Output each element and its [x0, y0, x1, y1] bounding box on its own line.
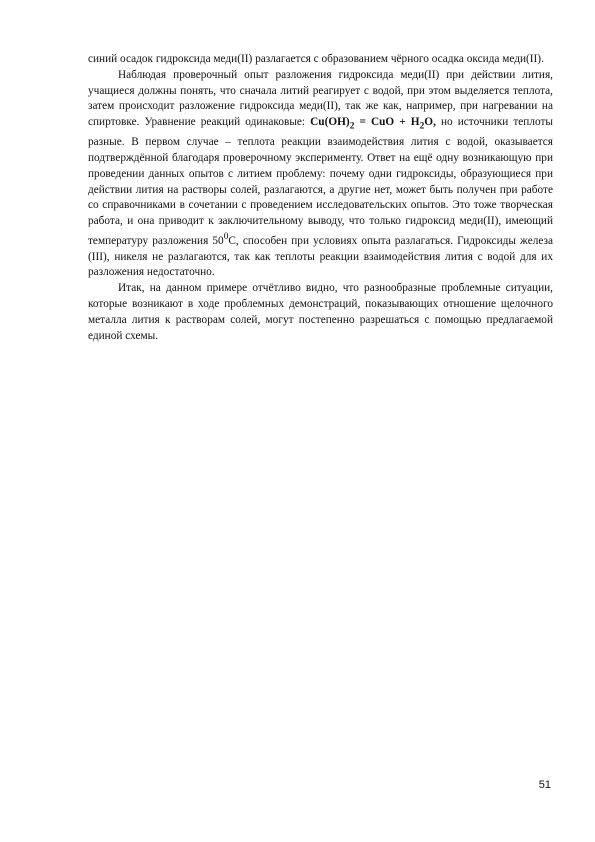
body-text	[88, 52, 553, 344]
equation-part: Cu(OH)	[310, 116, 350, 129]
paragraph-verification-experiment	[88, 68, 553, 281]
paragraph-continuation	[88, 52, 553, 68]
paragraph-text: С, способен при условиях опыта разлагаться. Гидроксиды железа (III), никеля не разлагаются, так как теплоты реакции взаимодействия лития с водой для их разложения недостаточно.	[88, 234, 553, 279]
equation-part: = CuO + H	[354, 116, 420, 129]
page-number: 51	[538, 779, 551, 791]
paragraph-text: Итак, на данном примере отчётливо видно, что разнообразные проблемные ситуации, которые возникают в ходе проблемных демонстраций, показывающих отношение щелочного металла лития к растворам солей, могут постепенно разрешаться с помощью предлагаемой единой схемы.	[88, 282, 553, 342]
equation-part: O,	[424, 116, 436, 129]
paragraph-text: синий осадок гидроксида меди(II) разлагается с образованием чёрного осадка оксида меди(II).	[88, 53, 544, 65]
paragraph-conclusion	[88, 281, 553, 344]
paragraph-text: но источники теплоты разные. В первом случае – теплота реакции взаимодействия лития с водой, оказывается подтверждённой благодаря проверочному эксперименту. Ответ на ещё одну возникающую при проведении данных опытов с литием проблему: почему одни гидроксиды, образующиеся при действии лития на растворы солей, разлагаются, а другие нет, может быть получен при работе со справочниками в сочетании с проведением исследовательских опытов. Это тоже творческая работа, и она приводит к заключительному выводу, что только гидроксид меди(II), имеющий температуру разложения 50	[88, 116, 553, 247]
paragraph-text: Наблюдая проверочный опыт разложения гидроксида меди(II) при действии лития, учащиеся должны понять, что сначала литий реагирует с водой, при этом выделяется теплота, затем происходит разложение гидроксида меди(II), так же как, например, при нагревании на спиртовке. Уравнение реакций одинаковые:	[88, 68, 553, 129]
equation-subscript: 2	[419, 121, 425, 132]
reaction-equation	[310, 116, 436, 132]
equation-subscript: 2	[349, 121, 355, 132]
degree-superscript: 0	[223, 232, 229, 243]
